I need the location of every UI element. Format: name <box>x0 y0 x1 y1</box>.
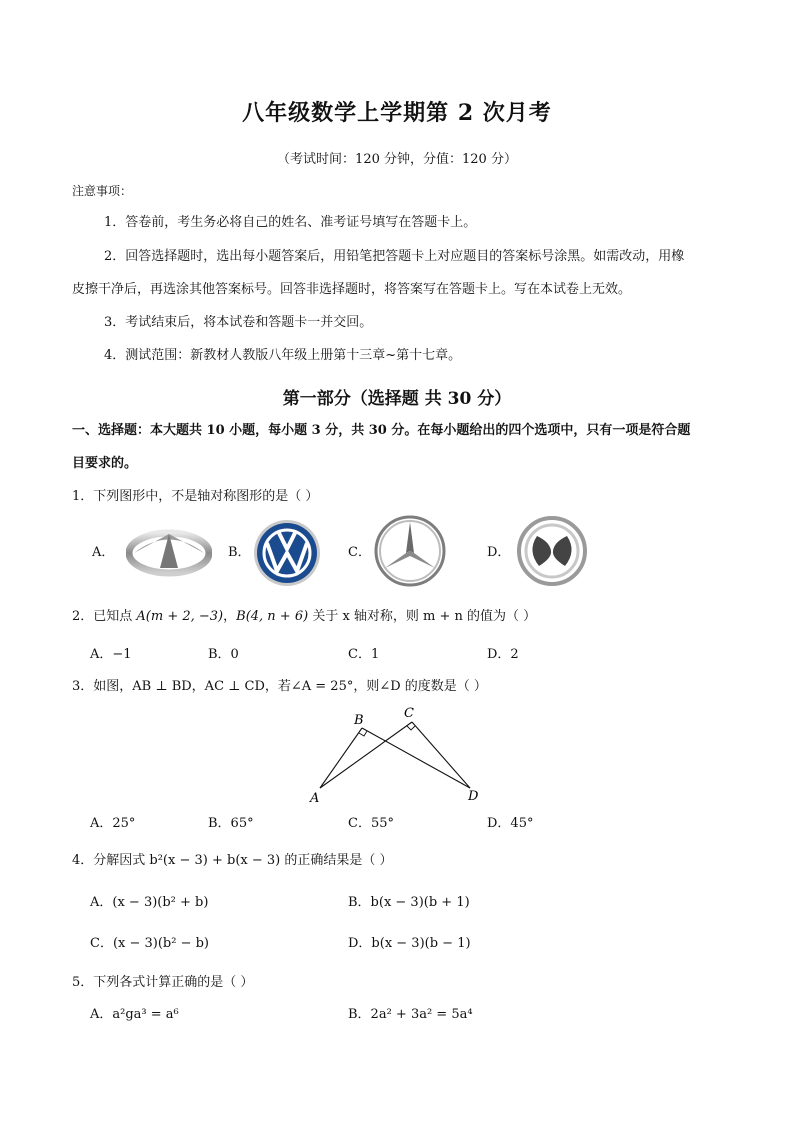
notice-item: 3．考试结束后，将本试卷和答题卡一并交回。 <box>104 315 373 330</box>
infiniti-logo-icon <box>126 528 212 578</box>
q4-option-d: D．b(x − 3)(b − 1) <box>348 936 471 951</box>
q4-option-c: C．(x − 3)(b² − b) <box>90 936 210 951</box>
notice-item: 4．测试范围：新教材人教版八年级上册第十三章~第十七章。 <box>104 348 462 363</box>
q4-option-b: B．b(x − 3)(b + 1) <box>348 895 470 910</box>
point-b-expression: B(4, n + 6) <box>236 609 309 624</box>
right-angle-mark-c <box>407 726 415 730</box>
q1-option-b-label: B． <box>228 545 251 560</box>
q3-option-a: A．25° <box>90 816 136 831</box>
q1-option-d-label: D． <box>487 545 511 560</box>
segment-bd <box>362 728 470 788</box>
exam-info: （考试时间：120 分钟，分值：120 分） <box>277 152 517 167</box>
right-angle-mark-b <box>359 731 367 736</box>
notice-item-continued: 皮擦干净后，再选涂其他答案标号。回答非选择题时，将答案写在答题卡上。写在本试卷上无效。 <box>72 282 632 297</box>
segment-cd <box>412 722 470 788</box>
label-c: C <box>404 706 414 721</box>
geometry-figure <box>300 702 500 806</box>
section-intro: 一、选择题：本大题共 10 小题，每小题 3 分，共 30 分。在每小题给出的四个选项中，只有一项是符合题 <box>72 423 691 438</box>
page-title: 八年级数学上学期第 2 次月考 <box>242 100 552 126</box>
label-a: A <box>310 791 320 806</box>
notice-heading: 注意事项： <box>72 184 133 198</box>
q4-option-a: A．(x − 3)(b² + b) <box>90 895 209 910</box>
question-3-stem: 3．如图，AB ⊥ BD，AC ⊥ CD，若∠A = 25°，则∠D 的度数是（ ） <box>72 679 487 694</box>
q3-option-c: C．55° <box>348 816 394 831</box>
notice-item: 1．答卷前，考生务必将自己的姓名、准考证号填写在答题卡上。 <box>104 215 477 230</box>
notice-item: 2．回答选择题时，选出每小题答案后，用铅笔把答题卡上对应题目的答案标号涂黑。如需改动，用橡 <box>104 249 685 264</box>
mercedes-logo-icon <box>374 515 446 587</box>
segment-ab <box>320 728 362 788</box>
section-intro-continued: 目要求的。 <box>72 456 138 471</box>
label-d: D <box>468 789 479 804</box>
q2-option-a: A．−1 <box>90 647 132 662</box>
label-b: B <box>354 713 364 728</box>
q2-option-c: C．1 <box>348 647 380 662</box>
question-1-stem: 1．下列图形中，不是轴对称图形的是（ ） <box>72 489 319 504</box>
q5-option-a: A．a²ga³ = a⁶ <box>90 1007 179 1022</box>
dongfeng-logo-icon <box>517 516 587 586</box>
question-5-stem: 5．下列各式计算正确的是（ ） <box>72 975 254 990</box>
q2-option-d: D．2 <box>487 647 519 662</box>
question-2-stem: 2．已知点 A(m + 2, −3)，B(4, n + 6) 关于 x 轴对称，则 m + n 的值为（ ） <box>72 609 537 624</box>
point-a-expression: A(m + 2, −3) <box>136 609 224 624</box>
q2-option-b: B．0 <box>208 647 239 662</box>
q1-option-a-label: A． <box>92 545 115 560</box>
volkswagen-logo-icon <box>253 519 321 587</box>
section-title: 第一部分（选择题 共 30 分） <box>282 389 512 409</box>
question-4-stem: 4．分解因式 b²(x − 3) + b(x − 3) 的正确结果是（ ） <box>72 853 393 868</box>
q3-option-d: D．45° <box>487 816 534 831</box>
q3-option-b: B．65° <box>208 816 254 831</box>
q1-option-c-label: C． <box>348 545 371 560</box>
q5-option-b: B．2a² + 3a² = 5a⁴ <box>348 1007 473 1022</box>
